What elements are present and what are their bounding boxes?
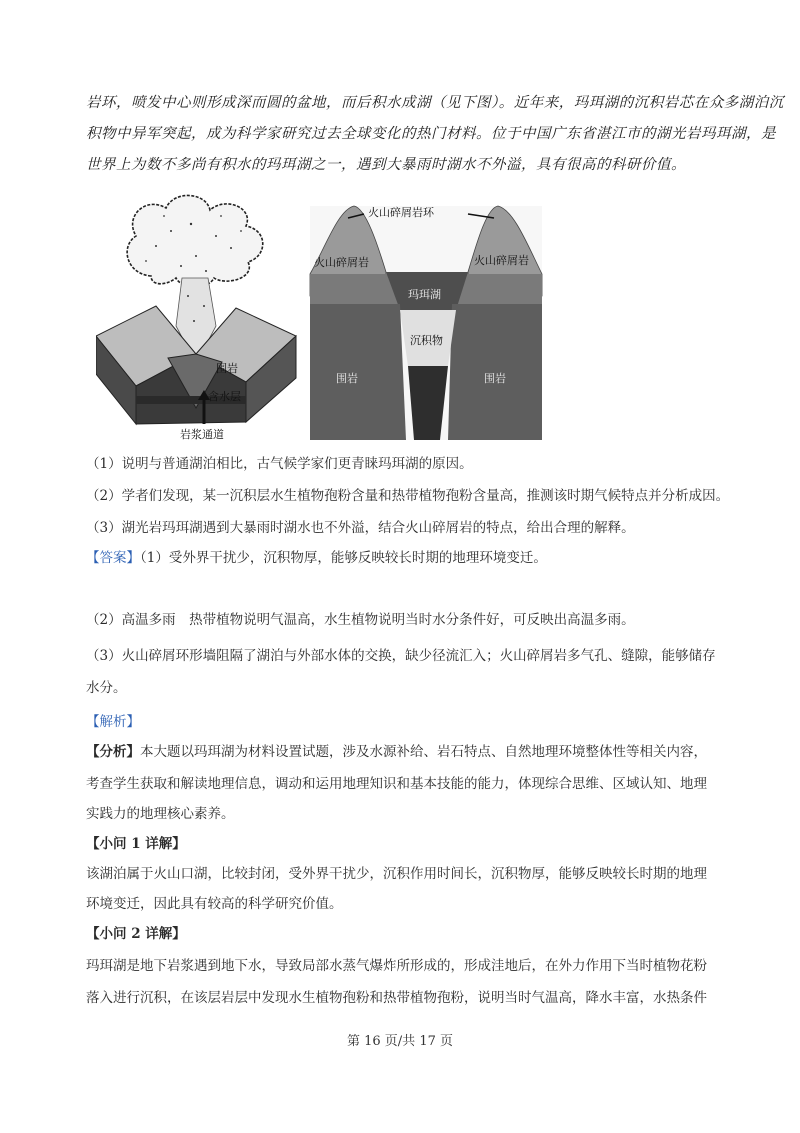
fenxi-text-1: 本大题以玛珥湖为材料设置试题，涉及水源补给、岩石特点、自然地理环境整体性等相关内容， bbox=[140, 744, 707, 760]
figure-svg bbox=[96, 186, 546, 440]
label-maar-lake: 玛珥湖 bbox=[408, 288, 441, 301]
answer-3-line-1: （3）火山碎屑环形墙阻隔了湖泊与外部水体的交换，缺少径流汇入；火山碎屑岩多气孔、缝隙，能够储存 bbox=[86, 648, 716, 664]
answer-3-line-2: 水分。 bbox=[86, 680, 127, 696]
intro-paragraph bbox=[86, 88, 784, 181]
eruption-diagram bbox=[96, 195, 296, 440]
question-2: （2）学者们发现，某一沉积层水生植物孢粉含量和热带植物孢粉含量高，推测该时期气候特点并分析成因。 bbox=[86, 488, 730, 504]
fenxi-tag: 【分析】 bbox=[86, 744, 140, 760]
question-3: （3）湖光岩玛珥湖遇到大暴雨时湖水也不外溢，结合火山碎屑岩的特点，给出合理的解释。 bbox=[86, 520, 635, 536]
answer-2: （2）高温多雨 热带植物说明气温高，水生植物说明当时水分条件好，可反映出高温多雨。 bbox=[86, 612, 635, 628]
analysis-line-1 bbox=[86, 740, 746, 760]
label-pyroclastic-ring: 火山碎屑岩环 bbox=[368, 206, 434, 219]
intro-line-2: 积物中异军突起，成为科学家研究过去全球变化的热门材料。位于中国广东省湛江市的湖光岩玛珥湖，是 bbox=[86, 126, 776, 142]
sub-question-1-tag: 【小问 1 详解】 bbox=[86, 836, 186, 852]
label-sediment: 沉积物 bbox=[410, 334, 443, 347]
label-country-rock-left: 围岩 bbox=[336, 372, 358, 385]
label-pyroclastic-left: 火山碎屑岩 bbox=[314, 256, 369, 269]
intro-line-3: 世界上为数不多尚有积水的玛珥湖之一，遇到大暴雨时湖水不外溢，具有很高的科研价值。 bbox=[86, 157, 686, 173]
maar-lake-figure bbox=[96, 186, 546, 440]
sub-question-2-line-2: 落入进行沉积，在该层岩层中发现水生植物孢粉和热带植物孢粉，说明当时气温高，降水丰富，水热条件 bbox=[86, 990, 707, 1006]
answer-tag: 【答案】 bbox=[86, 550, 140, 566]
sub-question-2-tag: 【小问 2 详解】 bbox=[86, 926, 186, 942]
analysis-line-3: 实践力的地理核心素养。 bbox=[86, 806, 235, 822]
label-rock-left: 围岩 bbox=[216, 362, 238, 375]
question-1: （1）说明与普通湖泊相比，古气候学家们更青睐玛珥湖的原因。 bbox=[86, 456, 473, 472]
label-magma-channel: 岩浆通道 bbox=[180, 428, 224, 440]
sub-question-1-line-2: 环境变迁，因此具有较高的科学研究价值。 bbox=[86, 896, 343, 912]
label-country-rock-right: 围岩 bbox=[484, 372, 506, 385]
label-aquifer: 含水层 bbox=[208, 390, 241, 403]
intro-line-1: 岩环，喷发中心则形成深而圆的盆地，而后积水成湖（见下图）。近年来，玛珥湖的沉积岩芯在众多湖泊沉 bbox=[86, 95, 784, 111]
answer-1: （1）受外界干扰少，沉积物厚，能够反映较长时期的地理环境变迁。 bbox=[140, 550, 547, 566]
analysis-tag: 【解析】 bbox=[86, 714, 140, 730]
sub-question-2-line-1: 玛珥湖是地下岩浆遇到地下水，导致局部水蒸气爆炸所形成的，形成洼地后，在外力作用下当时植物花粉 bbox=[86, 958, 707, 974]
sub-question-1-line-1: 该湖泊属于火山口湖，比较封闭，受外界干扰少，沉积作用时间长，沉积物厚，能够反映较长时期的地理 bbox=[86, 866, 707, 882]
analysis-line-2: 考查学生获取和解读地理信息，调动和运用地理知识和基本技能的能力，体现综合思维、区域认知、地理 bbox=[86, 776, 707, 792]
label-pyroclastic-right: 火山碎屑岩 bbox=[474, 254, 529, 267]
answer-line-1 bbox=[86, 546, 746, 566]
maar-section-diagram bbox=[310, 205, 542, 440]
page-footer: 第 16 页/共 17 页 bbox=[347, 1034, 453, 1049]
